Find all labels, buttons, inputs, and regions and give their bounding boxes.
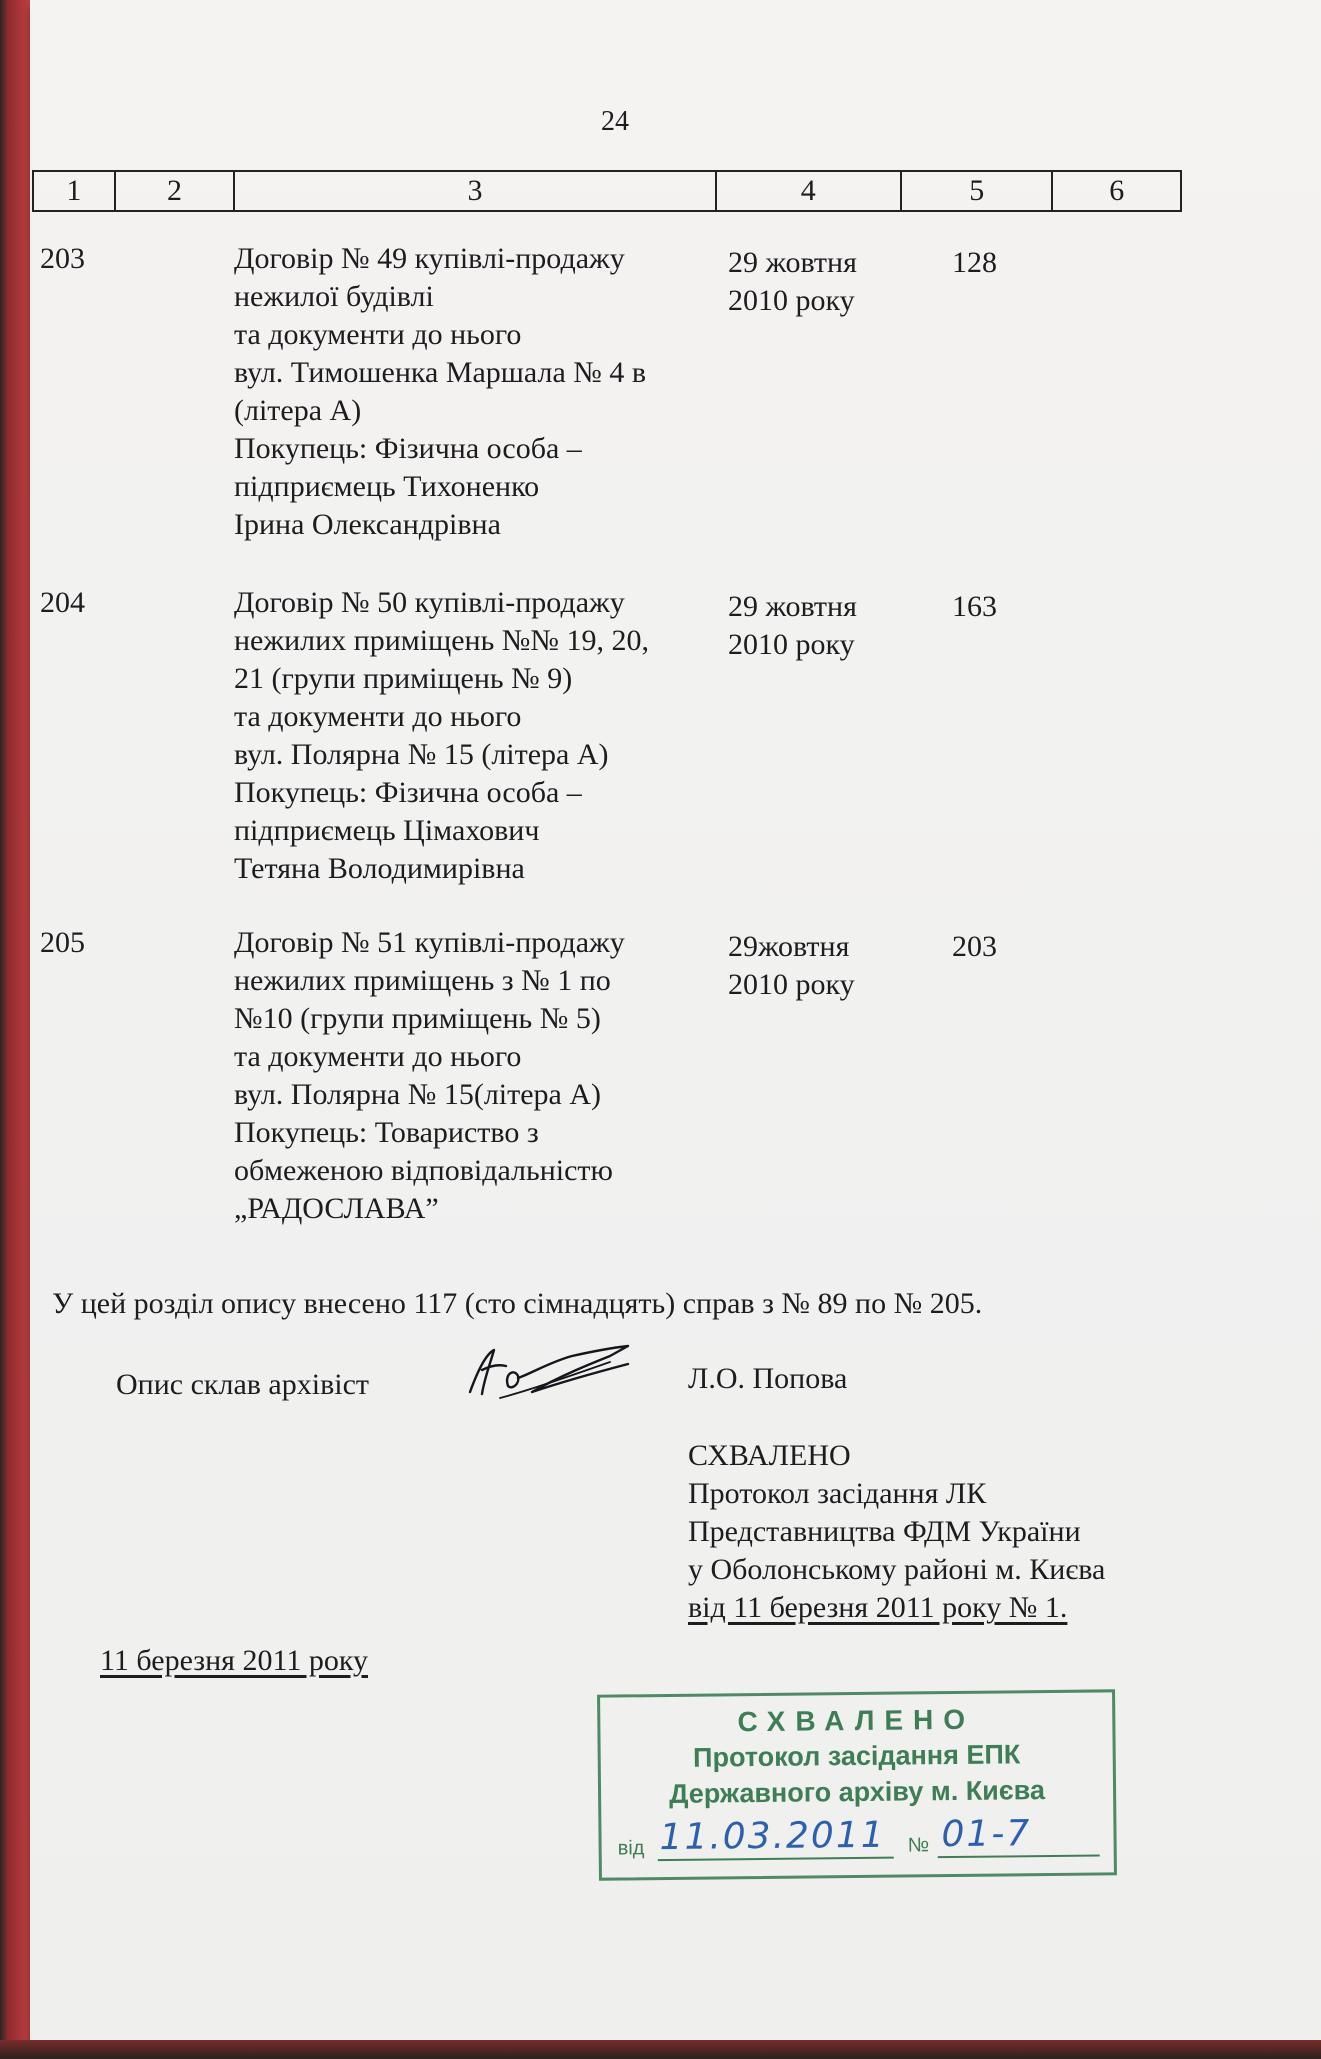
approval-stamp [597,1689,1117,1880]
entry-description-line: №10 (групи приміщень № 5) [234,1002,601,1035]
entry-description-line: Ірина Олександрівна [234,508,501,541]
entry-description-line: Договір № 51 купівлі-продажу [234,926,625,959]
table-column-header [32,170,1182,212]
entry-description-line: та документи до нього [234,700,522,733]
entry-date [728,928,898,1004]
approval-protocol-reference: від 11 березня 2011 року № 1. [688,1591,1068,1624]
entry-sheet-count: 163 [952,590,997,623]
page-number: 24 [601,106,629,137]
section-summary: У цей розділ опису внесено 117 (сто сімнадцять) справ з № 89 по № 205. [52,1287,983,1320]
entry-date-line: 2010 року [728,284,855,317]
column-number-6: 6 [1109,174,1125,207]
entry-date-line: 2010 року [728,628,855,661]
stamp-number-label: № [907,1834,930,1857]
entry-description-line: та документи до нього [234,1040,522,1073]
approval-block [688,1437,1105,1627]
entry-description-line: підприємець Цімахович [234,814,540,847]
page-bottom-edge [0,2040,1321,2059]
entry-date [728,588,898,664]
stamp-title: СХВАЛЕНО [737,1703,976,1738]
entry-description [234,584,734,888]
column-number-2: 2 [116,172,236,210]
column-number-1: 1 [34,172,116,210]
entry-number: 204 [40,586,85,619]
entry-description-line: Договір № 49 купівлі-продажу [234,242,625,275]
entry-description-line: Покупець: Товариство з [234,1116,539,1149]
approval-line: у Оболонському районі м. Києва [688,1553,1106,1586]
entry-date-line: 2010 року [728,968,855,1001]
entry-description-line: вул. Тимошенка Маршала № 4 в [234,356,647,389]
stamp-handwritten-number: 01-7 [941,1813,1032,1856]
stamp-handwritten-date: 11.03.2011 [659,1814,886,1859]
entry-description-line: нежилої будівлі [234,280,434,313]
entry-description-line: нежилих приміщень №№ 19, 20, [234,624,650,657]
entry-description-line: (літера А) [234,394,362,427]
entry-description-line: вул. Полярна № 15(літера А) [234,1078,602,1111]
entry-sheet-count: 203 [952,930,997,963]
entry-number: 205 [40,926,85,959]
handwritten-signature [460,1340,640,1404]
entry-description-line: Договір № 50 купівлі-продажу [234,586,625,619]
approval-line: Протокол засідання ЛК [688,1477,987,1510]
entry-description [234,240,734,544]
entry-sheet-count: 128 [952,246,997,279]
entry-description-line: підприємець Тихоненко [234,470,540,503]
entry-description-line: та документи до нього [234,318,522,351]
signing-date: 11 березня 2011 року [100,1644,368,1677]
entry-description-line: нежилих приміщень з № 1 по [234,964,611,997]
approval-line: СХВАЛЕНО [688,1439,851,1472]
entry-description-line: Покупець: Фізична особа – [234,432,582,465]
stamp-line: Державного архіву м. Києва [669,1775,1046,1809]
entry-date-line: 29 жовтня [728,590,857,623]
entry-date [728,244,898,320]
stamp-from-label: від [617,1837,645,1860]
entry-description-line: „РАДОСЛАВА” [234,1192,439,1225]
entry-description-line: обмеженою відповідальністю [234,1154,613,1187]
entry-description-line: 21 (групи приміщень № 9) [234,662,573,695]
entry-description-line: Тетяна Володимирівна [234,852,525,885]
entry-number: 203 [40,242,85,275]
stamp-line: Протокол засідання ЕПК [692,1739,1021,1773]
compiler-name: Л.О. Попова [688,1362,848,1395]
entry-description [234,924,734,1228]
entry-description-line: вул. Полярна № 15 (літера А) [234,738,609,771]
entry-date-line: 29жовтня [728,930,850,963]
entry-date-line: 29 жовтня [728,246,857,279]
approval-line: Представництва ФДМ України [688,1515,1081,1548]
compiler-label: Опис склав архівіст [116,1368,370,1401]
column-number-3: 3 [235,172,716,210]
column-number-5: 5 [902,172,1053,210]
entry-description-line: Покупець: Фізична особа – [234,776,582,809]
column-number-4: 4 [717,172,902,210]
stamp-number-rule [938,1854,1100,1858]
